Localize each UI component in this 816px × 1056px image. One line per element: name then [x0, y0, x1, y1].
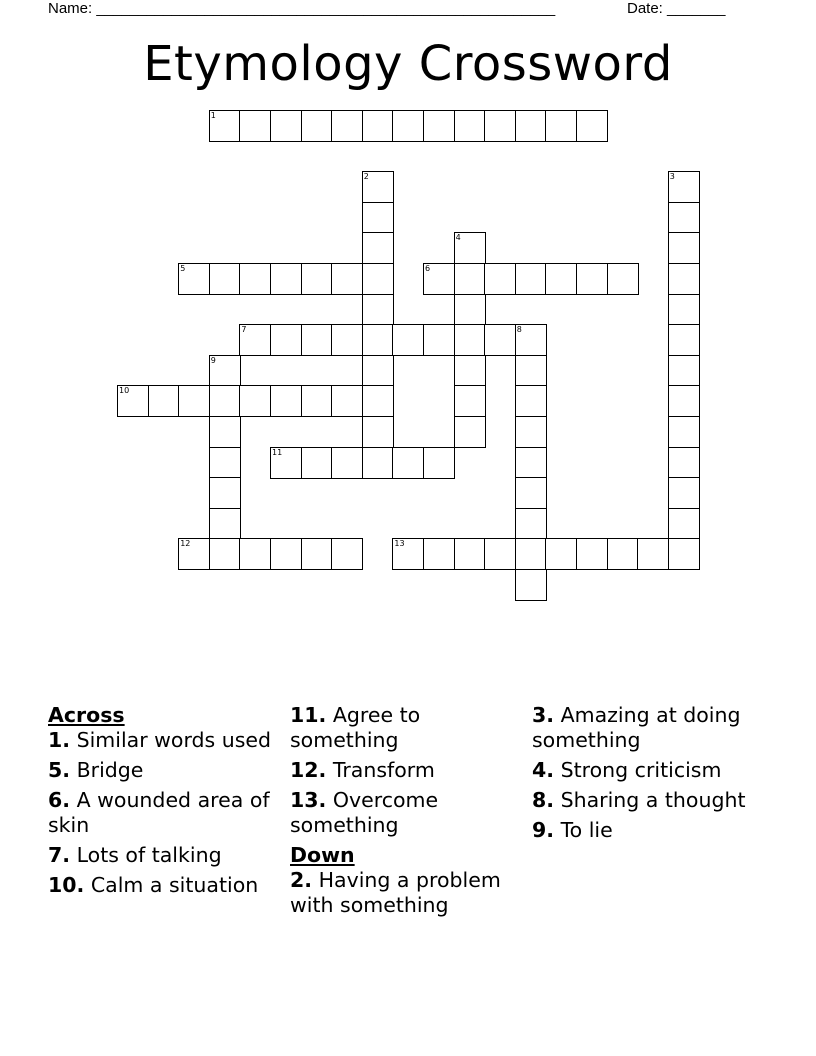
clue-down-2: 2. Having a problem with something — [290, 868, 501, 917]
crossword-cell[interactable] — [484, 538, 516, 570]
crossword-cell[interactable] — [668, 294, 700, 326]
crossword-cell[interactable] — [362, 263, 394, 295]
crossword-cell[interactable] — [362, 355, 394, 387]
crossword-cell[interactable] — [454, 324, 486, 356]
clue-number-label: 4 — [455, 233, 461, 243]
crossword-cell[interactable] — [270, 385, 302, 417]
clue-across-1: 1. Similar words used — [48, 728, 272, 752]
crossword-cell[interactable] — [515, 385, 547, 417]
clue-down-9: 9. To lie — [532, 818, 613, 842]
crossword-cell[interactable] — [668, 355, 700, 387]
crossword-cell[interactable] — [362, 385, 394, 417]
crossword-cell[interactable] — [301, 447, 333, 479]
crossword-cell[interactable] — [668, 477, 700, 509]
crossword-cell[interactable] — [515, 110, 547, 142]
crossword-cell[interactable] — [331, 447, 363, 479]
crossword-cell[interactable] — [454, 110, 486, 142]
crossword-cell[interactable] — [362, 416, 394, 448]
crossword-cell[interactable] — [209, 416, 241, 448]
crossword-cell[interactable] — [209, 447, 241, 479]
crossword-cell[interactable] — [515, 569, 547, 601]
clue-number-label: 6 — [425, 264, 431, 273]
clue-across-11: 11. Agree to something — [290, 703, 421, 752]
crossword-cell[interactable] — [668, 385, 700, 417]
crossword-cell[interactable] — [576, 263, 608, 295]
crossword-cell[interactable] — [301, 538, 333, 570]
crossword-cell[interactable] — [668, 263, 700, 295]
clue-across-10: 10. Calm a situation — [48, 873, 259, 897]
crossword-cell[interactable] — [301, 110, 333, 142]
crossword-cell[interactable] — [209, 263, 241, 295]
crossword-cell[interactable] — [392, 110, 424, 142]
page-title: Etymology Crossword — [143, 36, 673, 92]
crossword-cell[interactable] — [239, 110, 271, 142]
crossword-cell[interactable] — [484, 110, 516, 142]
clue-number-label: 7 — [241, 325, 247, 335]
crossword-cell[interactable] — [301, 385, 333, 417]
crossword-cell[interactable] — [239, 385, 271, 417]
crossword-cell[interactable] — [515, 263, 547, 295]
clue-number-label: 9 — [210, 355, 216, 365]
clue-number-label: 3 — [669, 172, 675, 182]
clue-number-label: 12 — [180, 539, 191, 549]
clue-across-7: 7. Lots of talking — [48, 843, 222, 867]
crossword-cell[interactable] — [668, 508, 700, 540]
clue-across-5: 5. Bridge — [48, 758, 144, 782]
crossword-cell[interactable] — [392, 324, 424, 356]
crossword-cell[interactable] — [362, 294, 394, 326]
crossword-cell[interactable] — [607, 538, 639, 570]
crossword-cell[interactable] — [607, 263, 639, 295]
crossword-cell[interactable] — [423, 538, 455, 570]
crossword-cell[interactable] — [331, 110, 363, 142]
crossword-cell[interactable] — [209, 508, 241, 540]
crossword-cell[interactable] — [331, 385, 363, 417]
clue-number-label: 11 — [272, 447, 283, 457]
crossword-cell[interactable] — [239, 538, 271, 570]
crossword-cell[interactable] — [515, 447, 547, 479]
clue-number-label: 10 — [119, 386, 130, 396]
crossword-cell[interactable] — [301, 324, 333, 356]
crossword-cell[interactable] — [270, 538, 302, 570]
clue-down-3: 3. Amazing at doing something — [532, 703, 741, 752]
crossword-cell[interactable] — [239, 263, 271, 295]
crossword-cell[interactable] — [515, 355, 547, 387]
crossword-cell[interactable] — [515, 508, 547, 540]
crossword-cell[interactable] — [392, 447, 424, 479]
crossword-cell[interactable] — [209, 385, 241, 417]
crossword-cell[interactable] — [362, 110, 394, 142]
crossword-cell[interactable] — [148, 385, 180, 417]
crossword-cell[interactable] — [668, 538, 700, 570]
crossword-cell[interactable] — [301, 263, 333, 295]
crossword-cell[interactable] — [576, 110, 608, 142]
crossword-cell[interactable] — [270, 263, 302, 295]
clue-column-2 — [290, 703, 520, 923]
crossword-cell[interactable] — [423, 110, 455, 142]
crossword-cell[interactable] — [454, 538, 486, 570]
crossword-cell[interactable] — [545, 538, 577, 570]
name-field-label: Name: _______________________________________________________ — [48, 0, 556, 17]
crossword-cell[interactable] — [515, 416, 547, 448]
across-heading: Across — [48, 703, 125, 727]
crossword-cell[interactable] — [484, 324, 516, 356]
crossword-cell[interactable] — [668, 202, 700, 234]
crossword-cell[interactable] — [668, 324, 700, 356]
crossword-cell[interactable] — [668, 447, 700, 479]
clue-number-label: 5 — [180, 264, 186, 273]
crossword-cell[interactable] — [454, 385, 486, 417]
clue-across-13: 13. Overcome something — [290, 788, 439, 837]
clue-column-3 — [532, 703, 762, 848]
crossword-cell[interactable] — [362, 447, 394, 479]
clue-column-1 — [48, 703, 278, 903]
crossword-cell[interactable] — [270, 324, 302, 356]
clue-down-8: 8. Sharing a thought — [532, 788, 746, 812]
clue-across-12: 12. Transform — [290, 758, 435, 782]
crossword-cell[interactable] — [454, 416, 486, 448]
crossword-cell[interactable] — [515, 538, 547, 570]
crossword-cell[interactable] — [209, 538, 241, 570]
clue-number-label: 8 — [516, 325, 522, 335]
crossword-cell[interactable] — [178, 385, 210, 417]
crossword-cell[interactable] — [454, 263, 486, 295]
crossword-cell[interactable] — [545, 110, 577, 142]
crossword-cell[interactable] — [484, 263, 516, 295]
crossword-cell[interactable] — [454, 355, 486, 387]
crossword-cell[interactable] — [668, 416, 700, 448]
crossword-cell[interactable] — [362, 202, 394, 234]
crossword-cell[interactable] — [331, 538, 363, 570]
crossword-cell[interactable] — [637, 538, 669, 570]
down-heading: Down — [290, 843, 355, 867]
crossword-cell[interactable] — [423, 324, 455, 356]
clue-number-label: 2 — [363, 172, 369, 182]
crossword-cell[interactable] — [270, 110, 302, 142]
crossword-cell[interactable] — [515, 477, 547, 509]
crossword-cell[interactable] — [362, 324, 394, 356]
date-field-label: Date: _______ — [627, 0, 726, 17]
clue-number-label: 13 — [394, 539, 405, 549]
clue-down-4: 4. Strong criticism — [532, 758, 722, 782]
clue-across-6: 6. A wounded area of skin — [48, 788, 270, 837]
crossword-cell[interactable] — [668, 232, 700, 264]
crossword-cell[interactable] — [545, 263, 577, 295]
crossword-cell[interactable] — [423, 447, 455, 479]
crossword-cell[interactable] — [454, 294, 486, 326]
crossword-cell[interactable] — [576, 538, 608, 570]
crossword-cell[interactable] — [362, 232, 394, 264]
crossword-cell[interactable] — [209, 477, 241, 509]
crossword-cell[interactable] — [331, 324, 363, 356]
crossword-cell[interactable] — [331, 263, 363, 295]
clue-number-label: 1 — [210, 111, 216, 120]
